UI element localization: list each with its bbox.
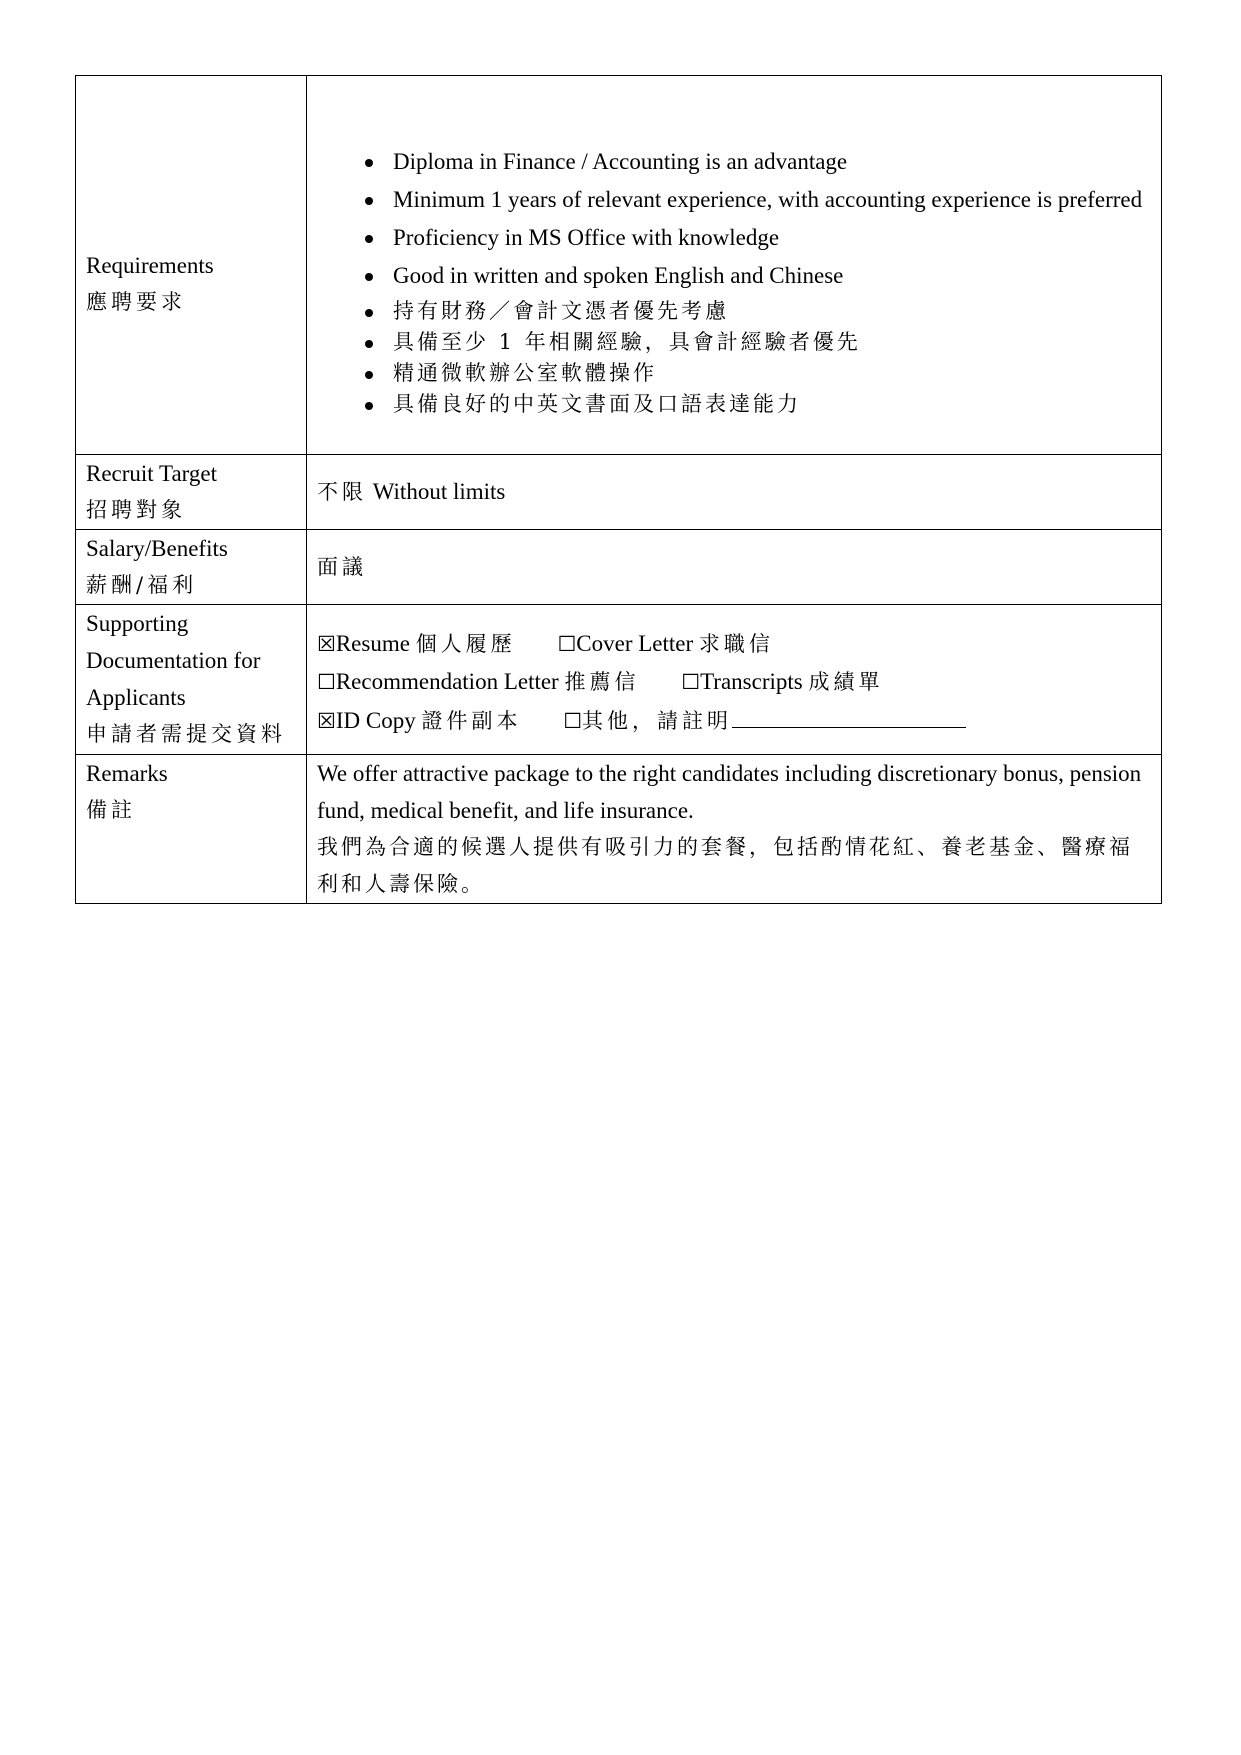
supporting-docs-row (76, 605, 1162, 755)
remarks-text-zh: 我們為合適的候選人提供有吸引力的套餐，包括酌情花紅、養老基金、醫療福利和人壽保險。 (317, 835, 1133, 896)
requirements-label-zh: 應聘要求 (86, 290, 186, 314)
remarks-label-zh: 備註 (86, 798, 136, 822)
requirements-label-cell (76, 76, 307, 455)
requirement-item-zh: 精通微軟辦公室軟體操作 (317, 358, 1151, 389)
recruit-target-value-zh: 不限 (317, 480, 367, 504)
remarks-value-cell (307, 755, 1162, 904)
requirement-item-zh: 持有財務／會計文憑者優先考慮 (317, 296, 1151, 327)
remarks-text-en: We offer attractive package to the right candidates including discretionary bonus, pension fund, medical benefit, and life insurance. (317, 761, 1142, 823)
requirement-item: Diploma in Finance / Accounting is an advantage (317, 144, 1151, 180)
recruit-target-row (76, 455, 1162, 530)
salary-label-zh: 薪酬/福利 (86, 573, 198, 597)
resume-label-en: Resume (335, 631, 410, 656)
recruit-target-label-en: Recruit Target (86, 461, 218, 486)
recruit-target-value-en: Without limits (372, 479, 506, 504)
cover-letter-checkbox[interactable]: ☐ (557, 632, 577, 656)
recruit-target-label-zh: 招聘對象 (86, 498, 186, 522)
supporting-docs-value-cell (307, 605, 1162, 755)
supporting-docs-label-line2: Documentation for (86, 648, 261, 673)
recommendation-letter-label-en: Recommendation Letter (335, 669, 559, 694)
salary-row (76, 530, 1162, 605)
other-label-zh: 其他，請註明 (582, 709, 733, 733)
requirement-item-zh: 具備至少 1 年相關經驗，具會計經驗者優先 (317, 327, 1151, 358)
recruit-target-label-cell (76, 455, 307, 530)
salary-value-cell (307, 530, 1162, 605)
recruit-target-value-cell (307, 455, 1162, 530)
other-checkbox[interactable]: ☐ (563, 709, 583, 733)
remarks-row (76, 755, 1162, 904)
remarks-label-cell (76, 755, 307, 904)
requirements-row (76, 76, 1162, 455)
resume-checkbox[interactable]: ☒ (317, 632, 336, 656)
transcripts-label-zh: 成績單 (808, 670, 884, 694)
recommendation-letter-label-zh: 推薦信 (564, 670, 640, 694)
id-copy-label-zh: 證件副本 (421, 709, 522, 733)
docs-line-2 (317, 663, 1151, 701)
requirements-value-cell (307, 76, 1162, 455)
salary-label-cell (76, 530, 307, 605)
resume-label-zh: 個人履歷 (415, 632, 516, 656)
id-copy-checkbox[interactable]: ☒ (317, 709, 336, 733)
other-specify-field[interactable] (732, 701, 966, 728)
supporting-docs-label-cell (76, 605, 307, 755)
docs-line-1 (317, 625, 1151, 663)
requirements-label-en: Requirements (86, 253, 214, 278)
requirement-item: Proficiency in MS Office with knowledge (317, 220, 1151, 256)
requirement-item-zh: 具備良好的中英文書面及口語表達能力 (317, 389, 1151, 420)
id-copy-label-en: ID Copy (335, 708, 416, 733)
requirements-list (317, 144, 1151, 420)
supporting-docs-label-zh: 申請者需提交資料 (86, 722, 286, 746)
docs-line-3 (317, 701, 1151, 740)
remarks-label-en: Remarks (86, 761, 168, 786)
requirement-item: Good in written and spoken English and Chinese (317, 258, 1151, 294)
supporting-docs-label-line3: Applicants (86, 685, 186, 710)
requirement-item: Minimum 1 years of relevant experience, with accounting experience is preferred (317, 182, 1151, 218)
cover-letter-label-zh: 求職信 (698, 632, 774, 656)
salary-value: 面議 (317, 555, 367, 579)
job-details-table (75, 75, 1162, 904)
transcripts-checkbox[interactable]: ☐ (681, 670, 701, 694)
cover-letter-label-en: Cover Letter (576, 631, 694, 656)
salary-label-en: Salary/Benefits (86, 536, 228, 561)
transcripts-label-en: Transcripts (700, 669, 803, 694)
supporting-docs-label-line1: Supporting (86, 611, 189, 636)
recommendation-letter-checkbox[interactable]: ☐ (317, 670, 336, 694)
